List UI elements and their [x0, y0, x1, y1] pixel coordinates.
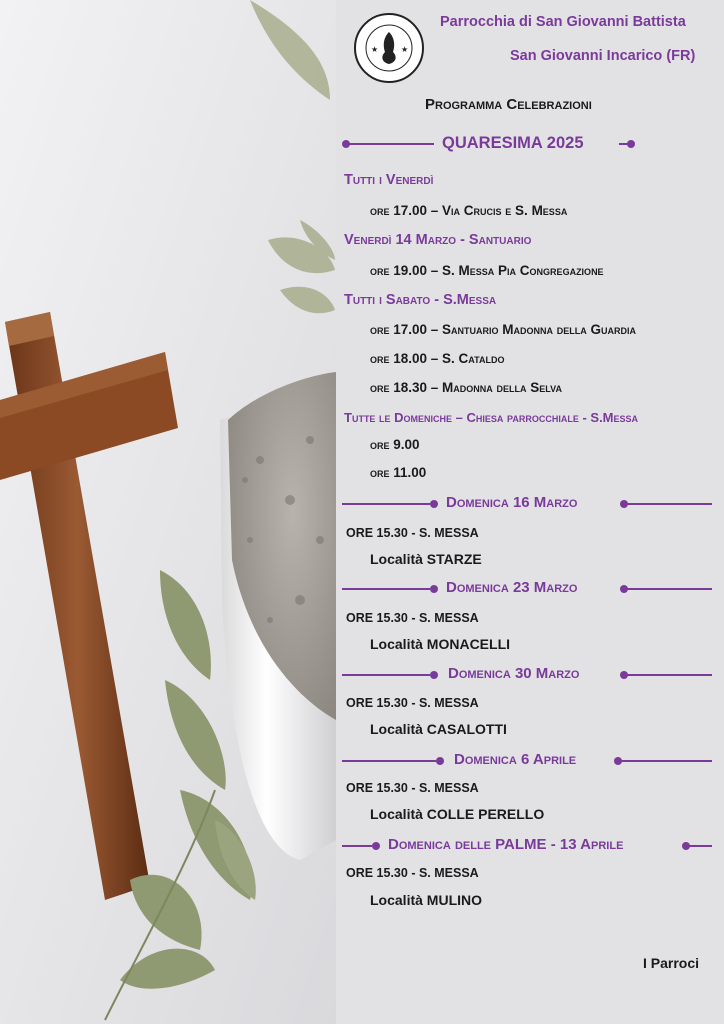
event-time: ORE 15.30 - S. MESSA	[346, 696, 479, 710]
event-divider	[342, 665, 712, 682]
divider-dot-left	[372, 842, 380, 850]
divider-dot-left	[430, 585, 438, 593]
event-divider	[342, 751, 712, 768]
schedule-item: ore 19.00 – S. Messa Pia Congregazione	[370, 263, 604, 278]
schedule-item: ore 17.00 – Santuario Madonna della Guardia	[370, 322, 637, 337]
event-title: Domenica 16 Marzo	[446, 494, 578, 511]
event-time: ORE 15.30 - S. MESSA	[346, 611, 479, 625]
divider-line-right	[626, 503, 712, 505]
program-title: Programma Celebrazioni	[425, 96, 592, 113]
section-title-sabato: Tutti i Sabato - S.Messa	[344, 292, 497, 308]
event-time: ORE 15.30 - S. MESSA	[346, 781, 479, 795]
divider-line-left	[348, 143, 434, 145]
section-title-domeniche: Tutte le Domeniche – Chiesa parrocchiale - S.Messa	[344, 410, 639, 425]
divider-dot-left	[430, 500, 438, 508]
svg-text:★: ★	[371, 45, 379, 54]
divider-line-right	[626, 674, 712, 676]
section-title-venerdi: Tutti i Venerdì	[344, 172, 434, 188]
divider-line-left	[342, 760, 436, 762]
cross-and-ashes-illustration	[0, 0, 336, 1024]
event-location: Località CASALOTTI	[370, 721, 507, 737]
schedule-item: ore 9.00	[370, 437, 420, 452]
section-title-santuario: Venerdì 14 Marzo - Santuario	[344, 232, 532, 248]
schedule-item: ore 18.00 – S. Cataldo	[370, 351, 505, 366]
event-location: Località MONACELLI	[370, 636, 511, 652]
event-title: Domenica delle PALME - 13 Aprile	[388, 836, 624, 853]
svg-text:★: ★	[401, 45, 409, 54]
divider-dot-left	[436, 757, 444, 765]
schedule-item: ore 11.00	[370, 465, 427, 480]
divider-line-left	[342, 674, 430, 676]
event-location: Località STARZE	[370, 551, 482, 567]
season-title: QUARESIMA 2025	[442, 134, 584, 152]
event-location: Località MULINO	[370, 892, 483, 908]
event-time: ORE 15.30 - S. MESSA	[346, 866, 479, 880]
divider-line-left	[342, 588, 430, 590]
info-panel	[336, 0, 724, 1024]
schedule-item: ore 17.00 – Via Crucis e S. Messa	[370, 203, 568, 218]
divider-dot-right	[627, 140, 635, 148]
parish-seal	[353, 12, 425, 84]
schedule-item: ore 18.30 – Madonna della Selva	[370, 380, 562, 395]
event-divider	[342, 494, 712, 511]
town-name: San Giovanni Incarico (FR)	[510, 48, 696, 64]
divider-line-right	[688, 845, 712, 847]
event-time: ORE 15.30 - S. MESSA	[346, 526, 479, 540]
divider-dot-left	[430, 671, 438, 679]
event-divider	[342, 579, 712, 596]
decorative-photo	[0, 0, 336, 1024]
parish-name: Parrocchia di San Giovanni Battista	[440, 14, 686, 30]
signature: I Parroci	[643, 955, 700, 971]
divider-line-right	[626, 588, 712, 590]
event-location: Località COLLE PERELLO	[370, 806, 545, 822]
event-title: Domenica 23 Marzo	[446, 579, 578, 596]
event-title: Domenica 6 Aprile	[454, 751, 577, 768]
divider-line-left	[342, 845, 372, 847]
divider-line-right	[620, 760, 712, 762]
event-divider	[342, 836, 712, 853]
event-title: Domenica 30 Marzo	[448, 665, 580, 682]
divider-line-left	[342, 503, 430, 505]
